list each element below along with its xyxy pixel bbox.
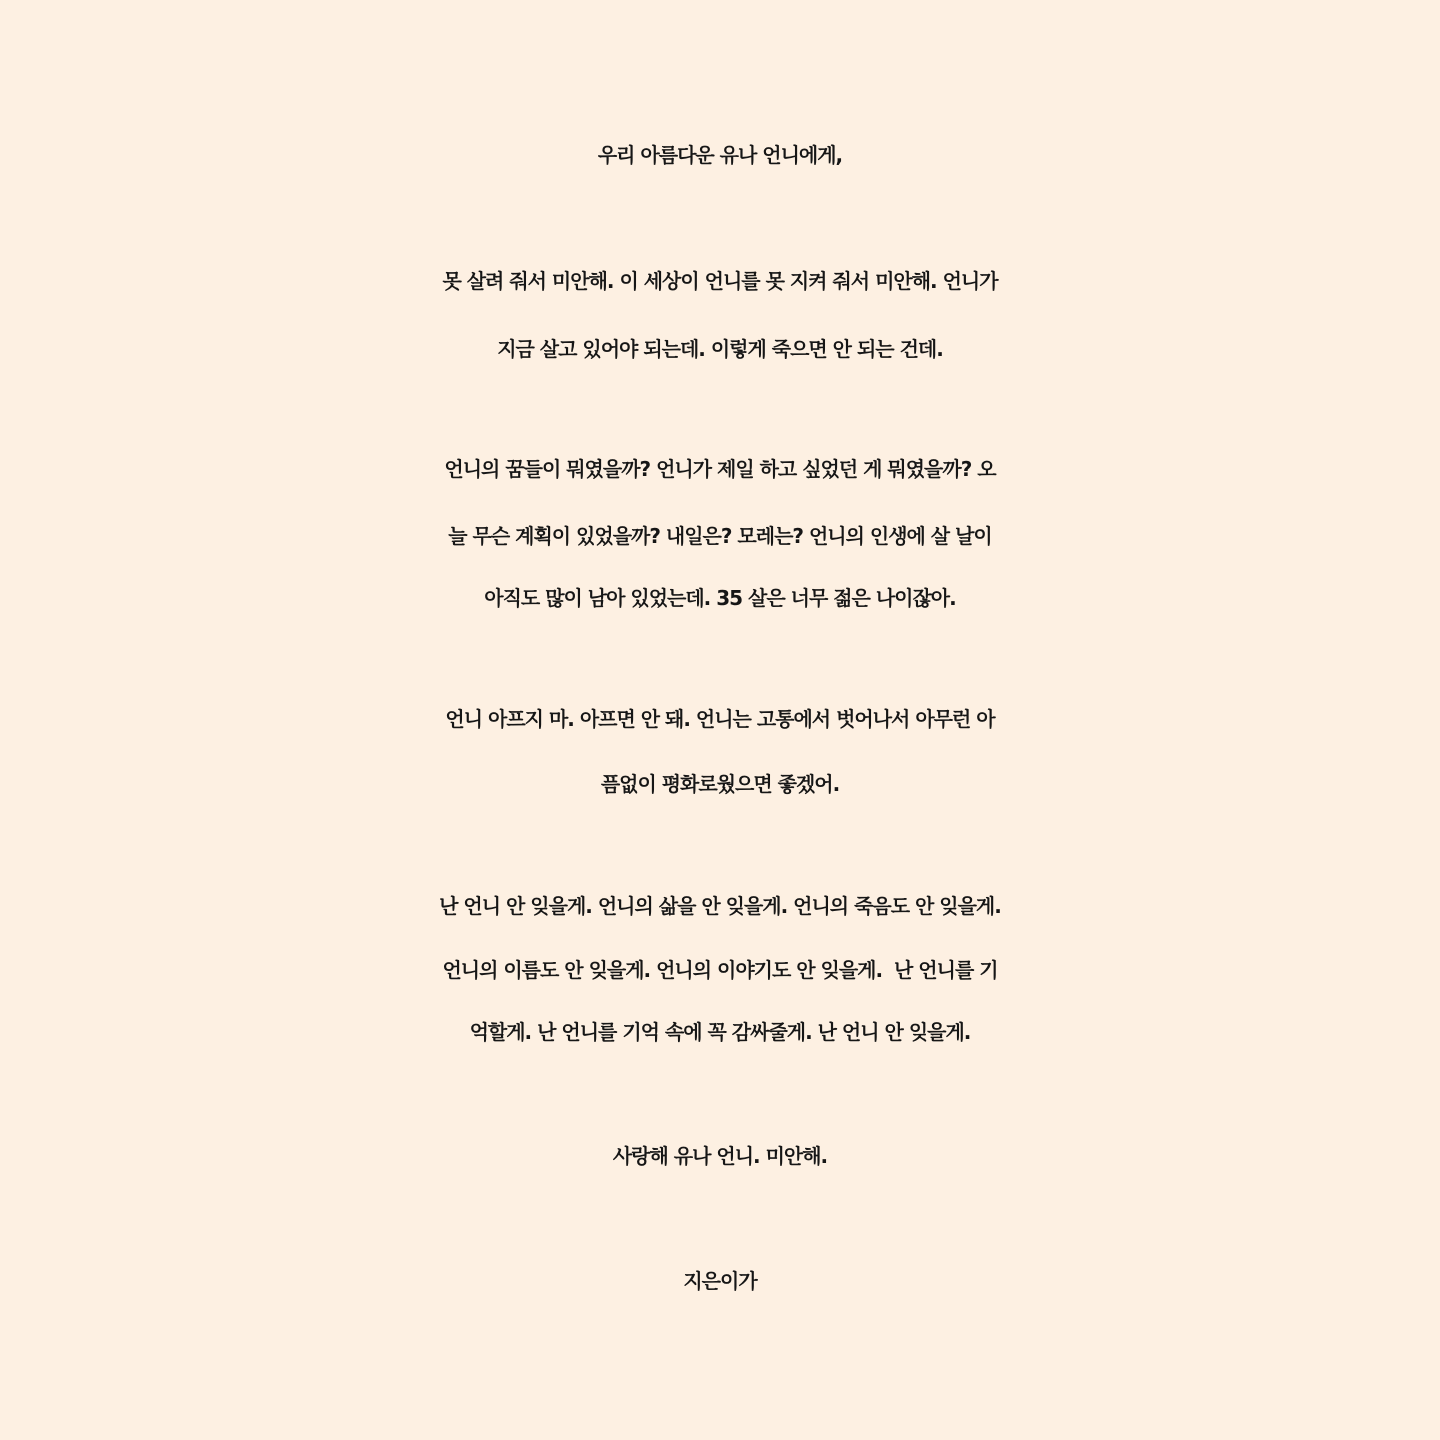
paragraph-2-line-1: 언니의 꿈들이 뭐였을까? 언니가 제일 하고 싶었던 게 뭐였을까? 오 — [444, 457, 996, 481]
paragraph-3-line-2: 픔없이 평화로웠으면 좋겠어. — [600, 772, 840, 796]
paragraph-5-line-1: 사랑해 유나 언니. 미안해. — [612, 1144, 828, 1168]
paragraph-2-line-3: 아직도 많이 남아 있었는데. 35 살은 너무 젊은 나이잖아. — [484, 586, 956, 610]
paragraph-1-line-2: 지금 살고 있어야 되는데. 이렇게 죽으면 안 되는 건데. — [497, 337, 943, 361]
paragraph-3-line-1: 언니 아프지 마. 아프면 안 돼. 언니는 고통에서 벗어나서 아무런 아 — [445, 707, 995, 731]
letter-greeting: 우리 아름다운 유나 언니에게, — [597, 143, 843, 167]
paragraph-2-line-2: 늘 무슨 계획이 있었을까? 내일은? 모레는? 언니의 인생에 살 날이 — [448, 524, 992, 548]
paragraph-4-line-2: 언니의 이름도 안 잊을게. 언니의 이야기도 안 잊을게. 난 언니를 기 — [442, 958, 998, 982]
letter-signature: 지은이가 — [683, 1269, 757, 1293]
paragraph-4-line-3: 억할게. 난 언니를 기억 속에 꼭 감싸줄게. 난 언니 안 잊을게. — [469, 1020, 971, 1044]
paragraph-4-line-1: 난 언니 안 잊을게. 언니의 삶을 안 잊을게. 언니의 죽음도 안 잊을게. — [439, 894, 1001, 918]
paragraph-1-line-1: 못 살려 줘서 미안해. 이 세상이 언니를 못 지켜 줘서 미안해. 언니가 — [442, 269, 998, 293]
